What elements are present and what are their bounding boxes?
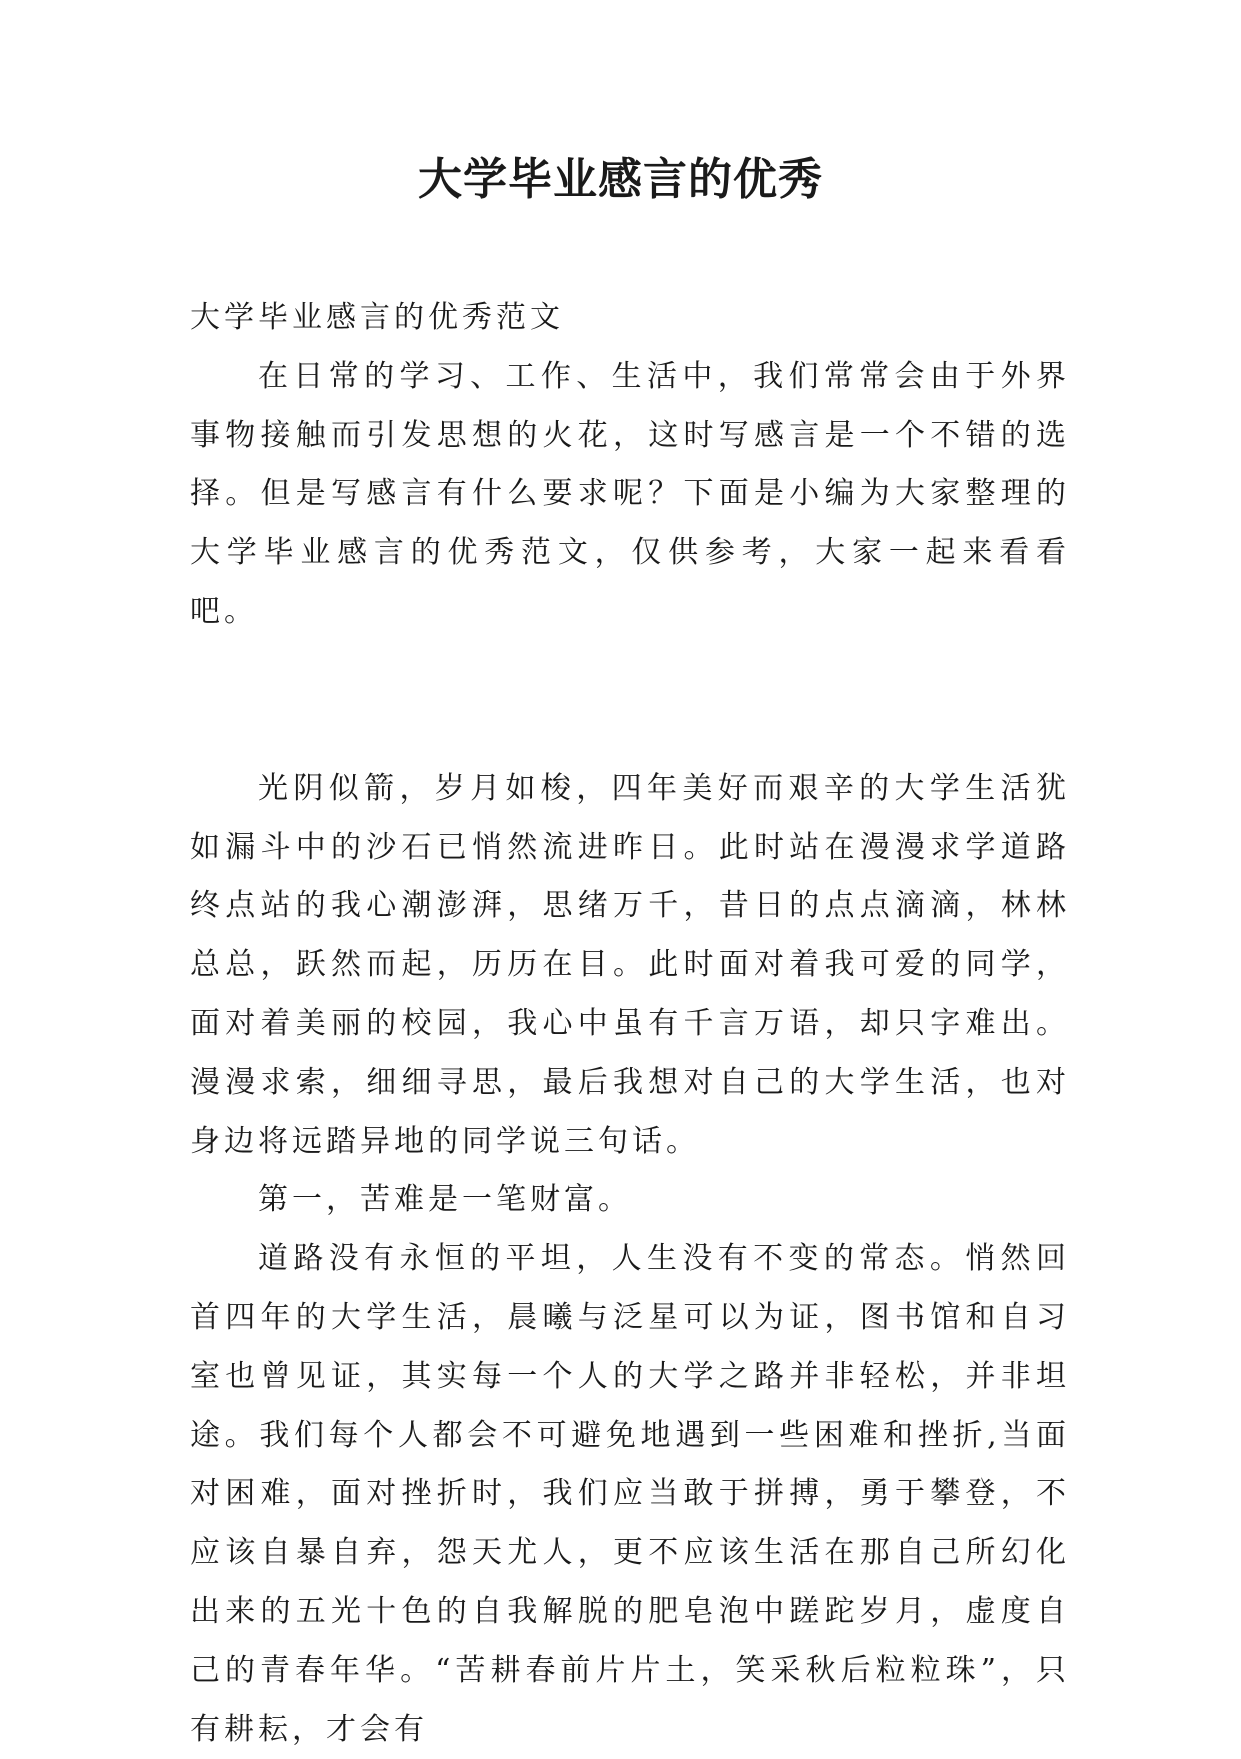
document-subtitle: 大学毕业感言的优秀范文 [190,300,564,335]
document-body [190,289,1070,1759]
paragraph-intro: 在日常的学习、工作、生活中，我们常常会由于外界事物接触而引发思想的火花，这时写感言是一个不错的选择。但是写感言有什么要求呢？下面是小编为大家整理的大学毕业感言的优秀范文，仅供参考，大家一起来看看吧。 [190,358,1070,629]
paragraph-hardship: 道路没有永恒的平坦，人生没有不变的常态。悄然回首四年的大学生活，晨曦与泛星可以为证，图书馆和自习室也曾见证，其实每一个人的大学之路并非轻松，并非坦途。我们每个人都会不可避免地遇到一些困难和挫折,当面对困难，面对挫折时，我们应当敢于拼搏，勇于攀登，不应该自暴自弃，怨天尤人，更不应该生活在那自己所幻化出来的五光十色的自我解脱的肥皂泡中蹉跎岁月，虚度自己的青春年华。“苦耕春前片片土，笑采秋后粒粒珠”，只有耕耘，才会有 [190,1241,1070,1747]
paragraph-point-one: 第一，苦难是一笔财富。 [258,1182,632,1218]
document-title: 大学毕业感言的优秀 [418,154,823,205]
paragraph-reflection: 光阴似箭，岁月如梭，四年美好而艰辛的大学生活犹如漏斗中的沙石已悄然流进昨日。此时站在漫漫求学道路终点站的我心潮澎湃，思绪万千，昔日的点点滴滴，林林总总，跃然而起，历历在目。此时面对着我可爱的同学，面对着美丽的校园，我心中虽有千言万语，却只字难出。漫漫求索，细细寻思，最后我想对自己的大学生活，也对身边将远踏异地的同学说三句话。 [190,770,1070,1159]
paragraph-spacer [190,642,1070,760]
